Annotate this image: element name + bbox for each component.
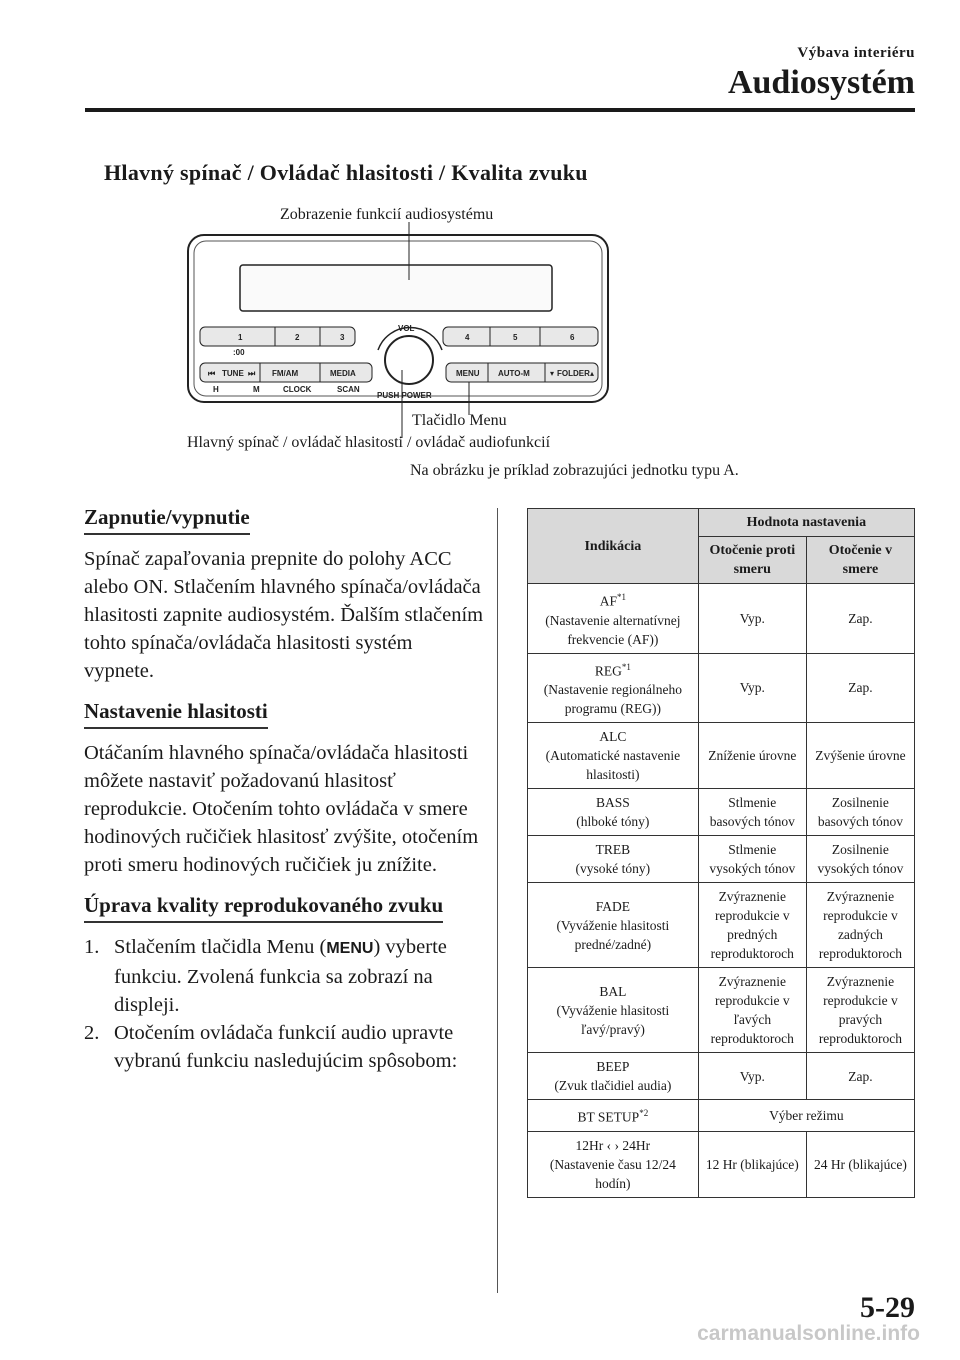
menu-button: MENU bbox=[456, 369, 480, 378]
page-number: 5-29 bbox=[860, 1291, 915, 1324]
quality-steps bbox=[84, 933, 484, 1075]
svg-text:CLOCK: CLOCK bbox=[283, 385, 312, 394]
table-row: BT SETUP$^{*2}$ Výber režimu bbox=[528, 1100, 915, 1132]
list-item: 1. Stlačením tlačidla Menu (MENU) vyberte funkciu. Zvolená funkcia sa zobrazí na displeji. bbox=[84, 936, 447, 1016]
table-row: BAL (Vyváženie hlasitosti ľavý/pravý) Zvýraznenie reprodukcie v ľavých reproduktoroch Zvýraznenie reprodukcie v pravých reproduktoroch bbox=[528, 968, 915, 1053]
power-volume-knob bbox=[385, 336, 433, 384]
audio-unit-figure bbox=[180, 200, 820, 490]
preset-2-button: 2 bbox=[295, 333, 300, 342]
svg-text:M: M bbox=[253, 385, 260, 394]
table-row: BEEP (Zvuk tlačidiel audia) Vyp. Zap. bbox=[528, 1053, 915, 1100]
callout-power-label: Hlavný spínač / ovládač hlasitosti / ovládač audiofunkcií bbox=[187, 434, 551, 451]
svg-text:H: H bbox=[213, 385, 219, 394]
label-00: :00 bbox=[233, 348, 245, 357]
table-row: TREB (vysoké tóny) Stlmenie vysokých tónov Zosilnenie vysokých tónov bbox=[528, 836, 915, 883]
table-row: ALC (Automatické nastavenie hlasitosti) Zníženie úrovne Zvýšenie úrovne bbox=[528, 723, 915, 789]
col-header-cw: Otočenie v smere bbox=[806, 537, 914, 584]
callout-display-label: Zobrazenie funkcií audiosystému bbox=[280, 206, 494, 223]
header-rule bbox=[85, 108, 915, 112]
svg-text:▾: ▾ bbox=[550, 369, 555, 378]
svg-text:⏭: ⏭ bbox=[248, 369, 256, 378]
power-text: Spínač zapaľovania prepnite do polohy ACC alebo ON. Stlačením hlavného spínača/ovládača hlasitosti zapnite audiosystém. Ďalším stlačením tohto spínača/ovládača hlasitosti systém vypnete. bbox=[84, 548, 484, 682]
list-item: 2. Otočením ovládača funkcií audio upravte vybranú funkciu nasledujúcim spôsobom: bbox=[84, 1022, 458, 1072]
svg-text:▴: ▴ bbox=[590, 369, 595, 378]
col-header-indikacia: Indikácia bbox=[528, 509, 699, 584]
callout-menu-label: Tlačidlo Menu bbox=[412, 412, 507, 429]
preset-5-button: 5 bbox=[513, 333, 518, 342]
preset-3-button: 3 bbox=[340, 333, 345, 342]
quality-heading: Úprava kvality reprodukovaného zvuku bbox=[84, 893, 443, 923]
svg-text:⏮: ⏮ bbox=[208, 369, 216, 378]
media-button: MEDIA bbox=[330, 369, 356, 378]
section-heading: Hlavný spínač / Ovládač hlasitosti / Kvalita zvuku bbox=[104, 160, 588, 185]
vol-label: VOL bbox=[398, 324, 415, 333]
figure-caption: Na obrázku je príklad zobrazujúci jednotku typu A. bbox=[410, 462, 739, 479]
chapter-subtitle: Výbava interiéru bbox=[797, 45, 915, 61]
folder-button: FOLDER bbox=[557, 369, 590, 378]
volume-text: Otáčaním hlavného spínača/ovládača hlasitosti môžete nastaviť požadovanú hlasitosť reprodukcie. Otočením tohto ovládača v smere hodinových ručičiek hlasitosť zvýšite, otočením proti smeru hodinových ručičiek ju znížite. bbox=[84, 742, 479, 876]
preset-4-button: 4 bbox=[465, 333, 470, 342]
chevron-left-icon: ‹ bbox=[606, 1137, 612, 1153]
watermark: carmanualsonline.info bbox=[697, 1322, 920, 1345]
table-row: FADE (Vyváženie hlasitosti predné/zadné) Zvýraznenie reprodukcie v predných reproduktoroch Zvýraznenie reprodukcie v zadných reproduktoroch bbox=[528, 883, 915, 968]
preset-6-button: 6 bbox=[570, 333, 575, 342]
power-heading: Zapnutie/vypnutie bbox=[84, 505, 250, 535]
col-header-ccw: Otočenie proti smeru bbox=[698, 537, 806, 584]
table-row: AF$^{*1}$ (Nastavenie alternatívnej frekvencie (AF)) Vyp. Zap. bbox=[528, 584, 915, 654]
table-row: 12Hr ‹ › 24Hr (Nastavenie času 12/24 hodín) 12 Hr (blikajúce) 24 Hr (blikajúce) bbox=[528, 1131, 915, 1197]
left-column bbox=[84, 505, 484, 1075]
svg-text:SCAN: SCAN bbox=[337, 385, 360, 394]
push-power-label: PUSH POWER bbox=[377, 391, 432, 400]
table-row: REG$^{*1}$ (Nastavenie regionálneho programu (REG)) Vyp. Zap. bbox=[528, 653, 915, 723]
table-row: BASS (hlboké tóny) Stlmenie basových tónov Zosilnenie basových tónov bbox=[528, 789, 915, 836]
col-header-hodnota: Hodnota nastavenia bbox=[698, 509, 914, 537]
column-divider bbox=[497, 508, 498, 1293]
chapter-title: Audiosystém bbox=[727, 64, 915, 101]
menu-button-glyph: MENU bbox=[326, 940, 374, 957]
settings-table bbox=[527, 508, 915, 1198]
auto-m-button: AUTO-M bbox=[498, 369, 530, 378]
fm-am-button: FM/AM bbox=[272, 369, 299, 378]
volume-heading: Nastavenie hlasitosti bbox=[84, 699, 268, 729]
preset-1-button: 1 bbox=[238, 333, 243, 342]
display-screen bbox=[240, 265, 552, 311]
tune-button: TUNE bbox=[222, 369, 244, 378]
chevron-right-icon: › bbox=[614, 1137, 620, 1153]
